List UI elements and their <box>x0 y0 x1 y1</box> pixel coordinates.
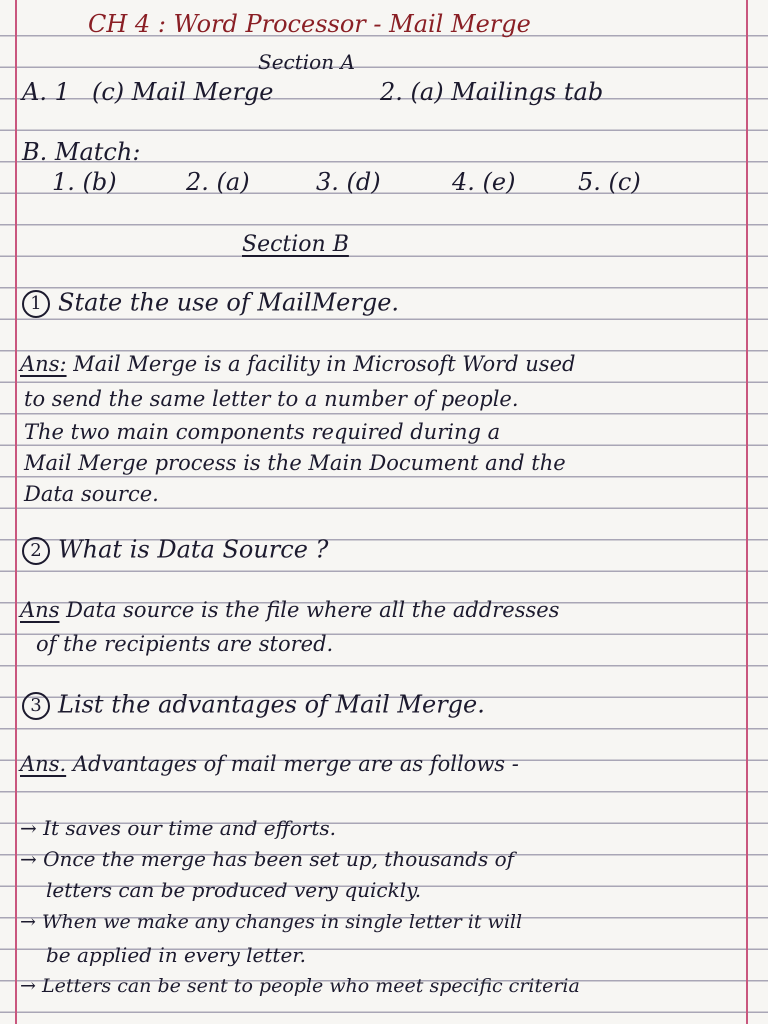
advantage-line-4: → When we make any changes in single letter it will <box>20 911 523 933</box>
answer-a-label: A. 1 <box>22 78 70 106</box>
question-3 <box>22 692 485 720</box>
answer-2-line-2: of the recipients are stored. <box>36 632 334 656</box>
section-b-heading: Section B <box>242 232 349 257</box>
question-text: What is Data Source ? <box>58 535 329 564</box>
match-item: 2. (a) <box>186 168 250 196</box>
advantage-line-1: → It saves our time and efforts. <box>20 816 337 840</box>
question-2 <box>22 537 328 565</box>
advantage-line-2: → Once the merge has been set up, thousands of <box>20 847 515 871</box>
answer-1-line-4: Mail Merge process is the Main Document and the <box>24 451 566 475</box>
answer-a1: (c) Mail Merge <box>92 78 274 106</box>
section-a-heading: Section A <box>258 50 355 74</box>
match-item: 3. (d) <box>316 168 381 196</box>
answer-1-line-1 <box>20 354 575 375</box>
answer-text: Data source is the file where all the addresses <box>66 598 560 622</box>
answer-label: Ans: <box>20 352 67 376</box>
question-1 <box>22 290 399 318</box>
question-text: List the advantages of Mail Merge. <box>58 690 485 719</box>
question-number: 2 <box>22 537 50 565</box>
answer-label: Ans. <box>20 752 67 776</box>
answer-text: Advantages of mail merge are as follows - <box>72 752 519 776</box>
answer-3-intro <box>20 754 519 775</box>
answer-1-line-3: The two main components required during a <box>24 420 501 444</box>
answer-1-line-5: Data source. <box>24 482 159 506</box>
match-item: 4. (e) <box>452 168 516 196</box>
right-margin-line <box>746 0 748 1024</box>
page-title: CH 4 : Word Processor - Mail Merge <box>88 10 531 38</box>
question-number: 3 <box>22 692 50 720</box>
match-item: 1. (b) <box>52 168 117 196</box>
answer-label: Ans <box>20 598 60 622</box>
left-margin-line <box>15 0 17 1024</box>
answer-text: Mail Merge is a facility in Microsoft Word used <box>73 352 576 376</box>
question-text: State the use of MailMerge. <box>58 288 400 317</box>
question-number: 1 <box>22 290 50 318</box>
answer-a2: 2. (a) Mailings tab <box>380 78 604 106</box>
advantage-line-5: be applied in every letter. <box>46 943 306 967</box>
answer-2-line-1 <box>20 600 559 621</box>
advantage-line-3: letters can be produced very quickly. <box>46 878 422 902</box>
answer-1-line-2: to send the same letter to a number of people. <box>24 387 519 411</box>
match-item: 5. (c) <box>578 168 641 196</box>
advantage-line-6: → Letters can be sent to people who meet specific criteria <box>20 975 580 997</box>
match-label: B. Match: <box>22 138 141 166</box>
